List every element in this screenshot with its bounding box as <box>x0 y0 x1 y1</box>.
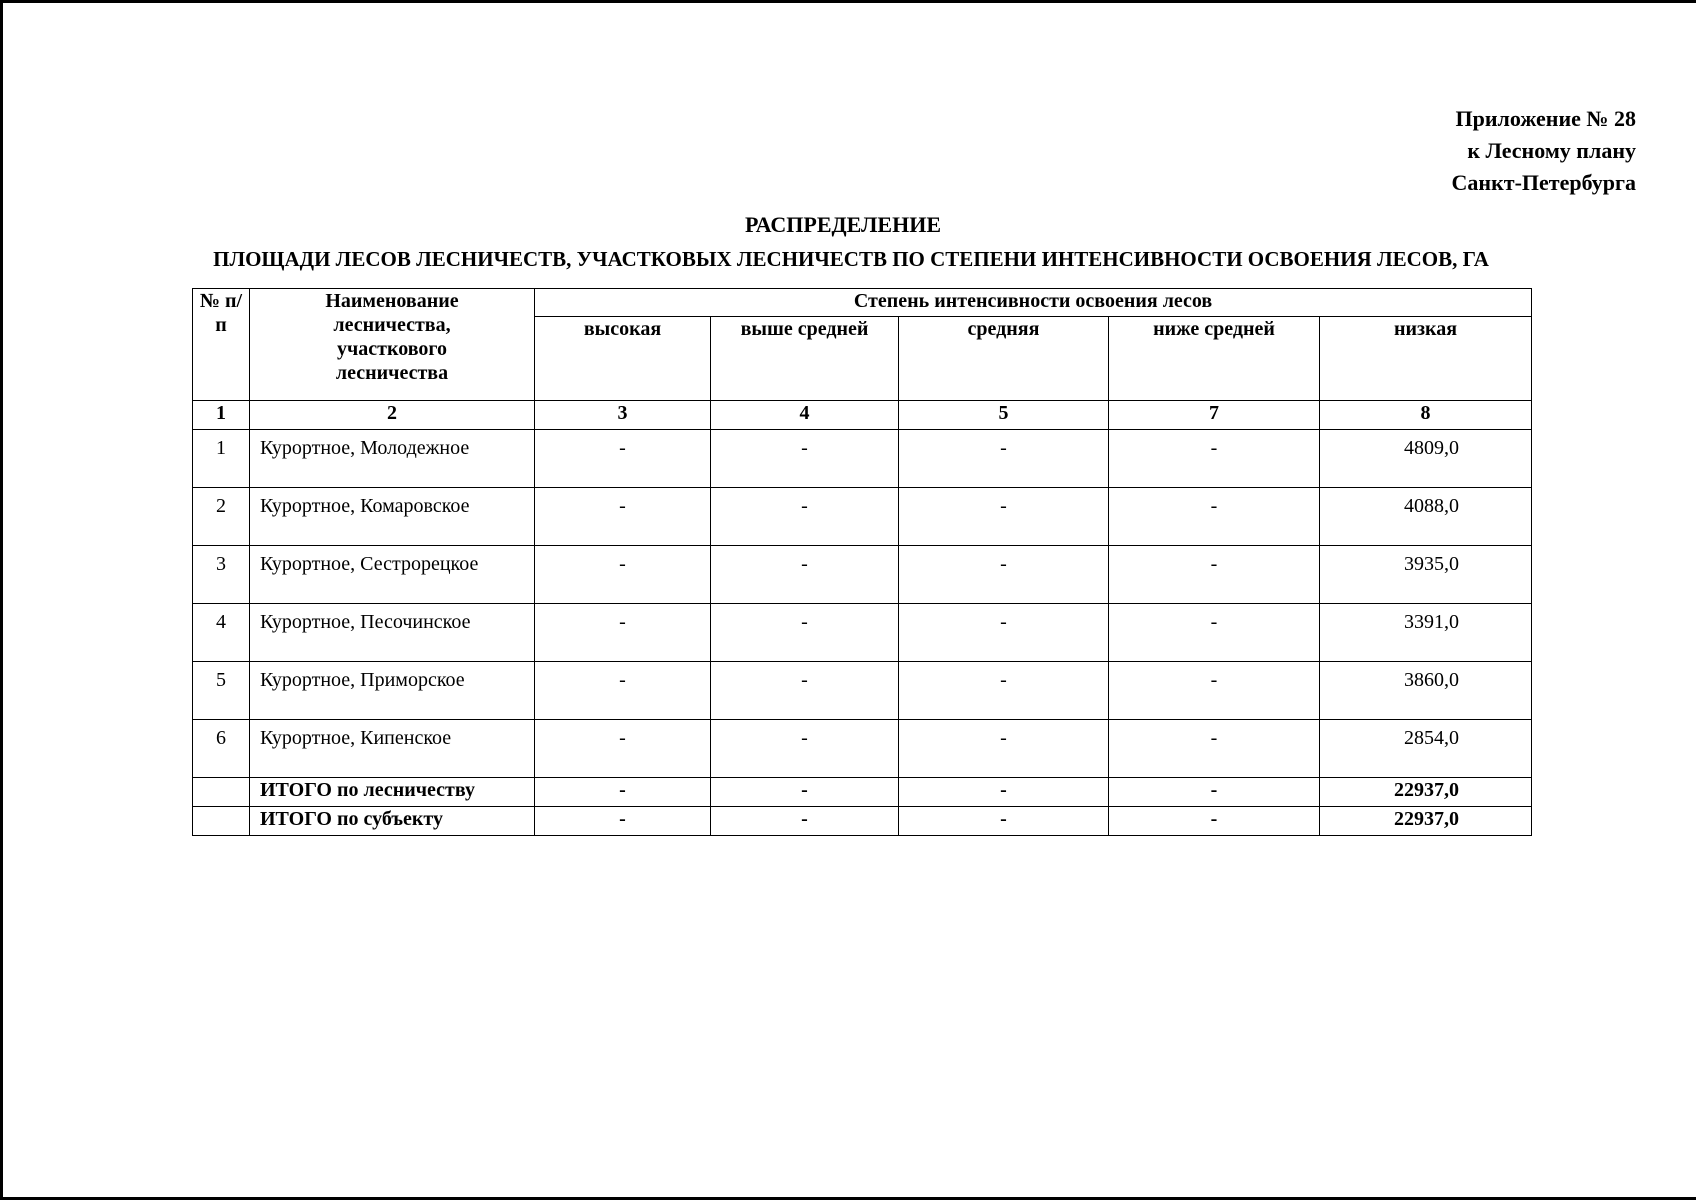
distribution-table <box>192 288 1532 836</box>
row-name: Курортное, Песочинское <box>250 604 535 662</box>
total-below-medium: - <box>1109 778 1320 807</box>
cell-high: - <box>535 430 711 488</box>
header-group: Степень интенсивности освоения лесов <box>535 289 1532 317</box>
cell-above-medium: - <box>711 546 899 604</box>
total-below-medium: - <box>1109 807 1320 836</box>
appendix-note <box>1452 103 1636 199</box>
total-low: 22937,0 <box>1320 807 1532 836</box>
column-numbers-row <box>193 401 1532 430</box>
row-name: Курортное, Комаровское <box>250 488 535 546</box>
total-medium: - <box>899 778 1109 807</box>
header-row-1 <box>193 289 1532 317</box>
row-num: 2 <box>193 488 250 546</box>
column-number: 2 <box>250 401 535 430</box>
total-row-forestry <box>193 778 1532 807</box>
column-number: 1 <box>193 401 250 430</box>
cell-high: - <box>535 604 711 662</box>
total-num-empty <box>193 778 250 807</box>
row-name: Курортное, Молодежное <box>250 430 535 488</box>
cell-medium: - <box>899 720 1109 778</box>
header-level-above-medium: выше средней <box>711 317 899 401</box>
cell-high: - <box>535 488 711 546</box>
total-high: - <box>535 778 711 807</box>
column-number: 5 <box>899 401 1109 430</box>
cell-below-medium: - <box>1109 604 1320 662</box>
row-num: 1 <box>193 430 250 488</box>
column-number: 7 <box>1109 401 1320 430</box>
cell-medium: - <box>899 430 1109 488</box>
total-above-medium: - <box>711 807 899 836</box>
header-level-low: низкая <box>1320 317 1532 401</box>
document-subtitle: ПЛОЩАДИ ЛЕСОВ ЛЕСНИЧЕСТВ, УЧАСТКОВЫХ ЛЕСНИЧЕСТВ ПО СТЕПЕНИ ИНТЕНСИВНОСТИ ОСВОЕНИЯ ЛЕСОВ, ГА <box>213 247 1489 271</box>
table-row <box>193 430 1532 488</box>
cell-below-medium: - <box>1109 488 1320 546</box>
cell-medium: - <box>899 546 1109 604</box>
cell-low: 3935,0 <box>1320 546 1532 604</box>
cell-high: - <box>535 662 711 720</box>
cell-above-medium: - <box>711 720 899 778</box>
header-num: № п/п <box>193 289 250 401</box>
cell-below-medium: - <box>1109 430 1320 488</box>
header-name: Наименование лесничества, участкового лесничества <box>250 289 535 401</box>
header-level-medium: средняя <box>899 317 1109 401</box>
cell-below-medium: - <box>1109 546 1320 604</box>
cell-low: 4088,0 <box>1320 488 1532 546</box>
row-name: Курортное, Кипенское <box>250 720 535 778</box>
cell-above-medium: - <box>711 662 899 720</box>
appendix-line-2: к Лесному плану <box>1467 138 1636 163</box>
appendix-line-1: Приложение № 28 <box>1455 106 1636 131</box>
cell-medium: - <box>899 604 1109 662</box>
appendix-line-3: Санкт-Петербурга <box>1451 170 1636 195</box>
header-level-high: высокая <box>535 317 711 401</box>
row-num: 4 <box>193 604 250 662</box>
row-num: 3 <box>193 546 250 604</box>
table-row <box>193 720 1532 778</box>
total-name: ИТОГО по субъекту <box>250 807 535 836</box>
total-medium: - <box>899 807 1109 836</box>
total-row-subject <box>193 807 1532 836</box>
cell-low: 3391,0 <box>1320 604 1532 662</box>
cell-below-medium: - <box>1109 662 1320 720</box>
table-row <box>193 604 1532 662</box>
cell-high: - <box>535 720 711 778</box>
column-number: 3 <box>535 401 711 430</box>
cell-above-medium: - <box>711 430 899 488</box>
cell-medium: - <box>899 488 1109 546</box>
table-row <box>193 488 1532 546</box>
document-title: РАСПРЕДЕЛЕНИЕ <box>744 212 941 237</box>
column-number: 4 <box>711 401 899 430</box>
cell-medium: - <box>899 662 1109 720</box>
total-above-medium: - <box>711 778 899 807</box>
cell-above-medium: - <box>711 604 899 662</box>
cell-low: 4809,0 <box>1320 430 1532 488</box>
total-num-empty <box>193 807 250 836</box>
cell-low: 2854,0 <box>1320 720 1532 778</box>
total-high: - <box>535 807 711 836</box>
row-name: Курортное, Приморское <box>250 662 535 720</box>
row-num: 6 <box>193 720 250 778</box>
total-name: ИТОГО по лесничеству <box>250 778 535 807</box>
header-level-below-medium: ниже средней <box>1109 317 1320 401</box>
cell-below-medium: - <box>1109 720 1320 778</box>
row-name: Курортное, Сестрорецкое <box>250 546 535 604</box>
table-row <box>193 546 1532 604</box>
row-num: 5 <box>193 662 250 720</box>
column-number: 8 <box>1320 401 1532 430</box>
cell-above-medium: - <box>711 488 899 546</box>
total-low: 22937,0 <box>1320 778 1532 807</box>
table-row <box>193 662 1532 720</box>
cell-low: 3860,0 <box>1320 662 1532 720</box>
cell-high: - <box>535 546 711 604</box>
